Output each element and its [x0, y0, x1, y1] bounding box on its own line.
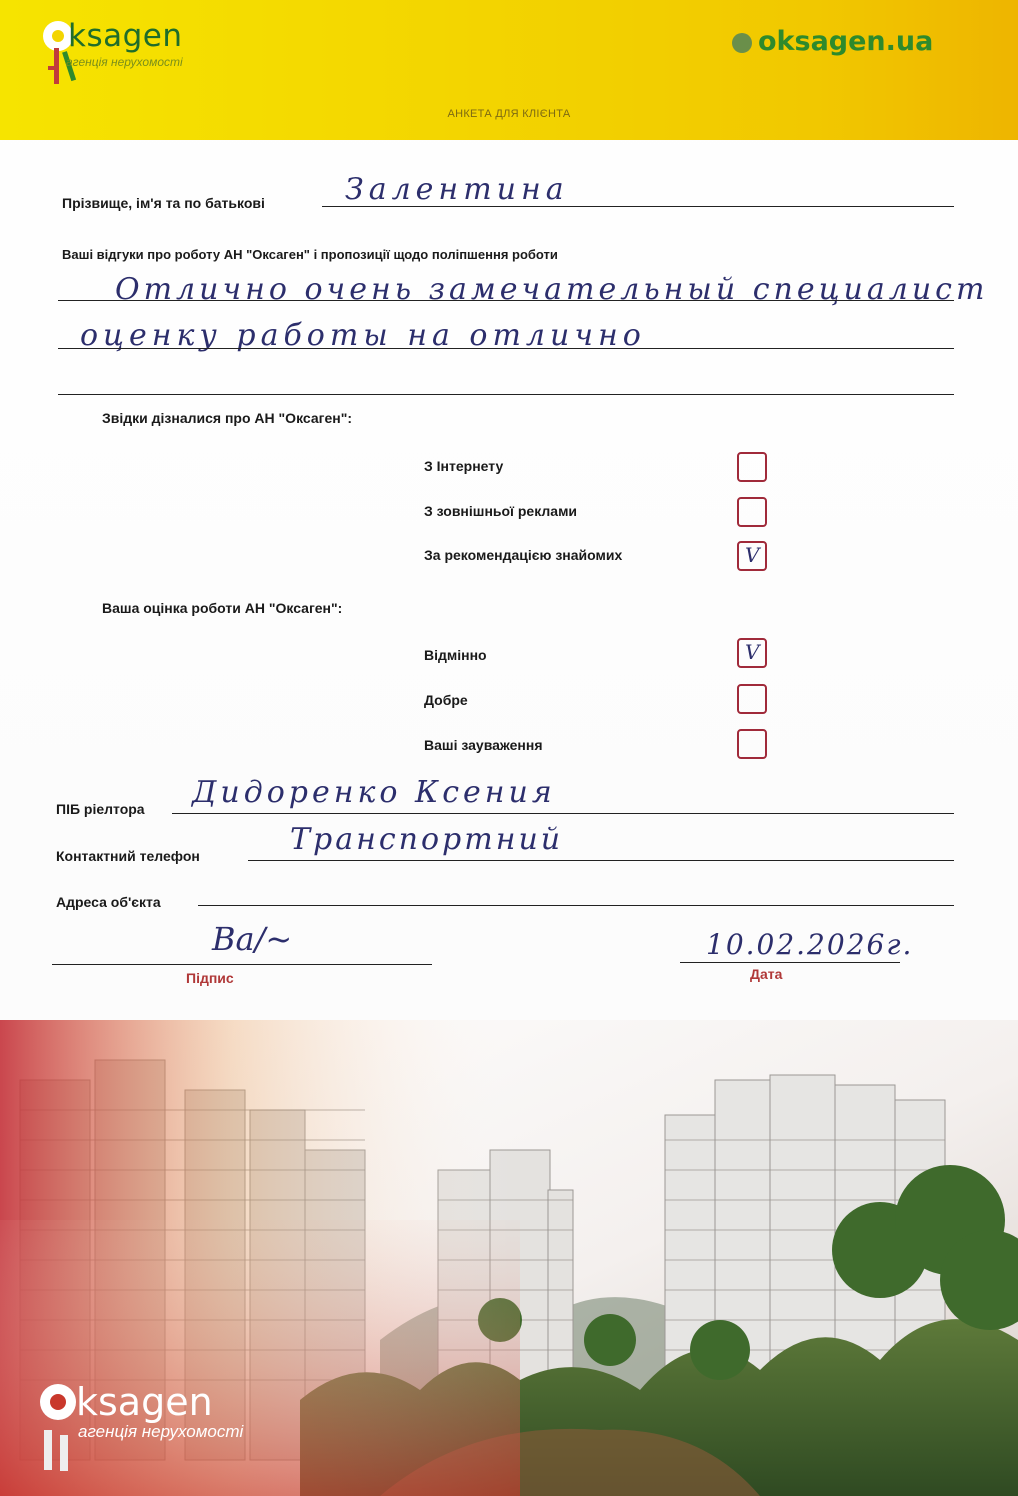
footer-brand-name: ksagen — [76, 1380, 213, 1424]
site-url: oksagen.ua — [758, 26, 934, 57]
date-line — [680, 962, 900, 963]
footer-brand-subtitle: агенція нерухомості — [78, 1422, 244, 1441]
check-mark: V — [745, 543, 760, 567]
realtor-label: ПІБ ріелтора — [56, 801, 145, 817]
signature-value: Ва/~ — [212, 920, 293, 958]
source-checkbox-recommendation[interactable] — [737, 541, 767, 571]
realtor-line — [172, 813, 954, 814]
feedback-rule-3 — [58, 394, 954, 395]
feedback-line-1: Отлично очень замечательный специалист — [115, 272, 989, 307]
rating-checkbox-excellent[interactable] — [737, 638, 767, 668]
feedback-rule-2 — [58, 348, 954, 349]
rating-label: Ваша оцінка роботи АН "Оксаген": — [102, 600, 343, 616]
phone-label: Контактний телефон — [56, 848, 200, 864]
source-option-outdoor-ads: З зовнішньої реклами — [424, 503, 578, 519]
check-mark: V — [745, 640, 760, 664]
brand-subtitle: агенція нерухомості — [66, 55, 183, 69]
header-band — [0, 0, 1018, 140]
date-value: 10.02.2026г. — [706, 928, 914, 961]
source-checkbox-internet[interactable] — [737, 452, 767, 482]
source-label: Звідки дізналися про АН "Оксаген": — [102, 410, 353, 426]
source-option-internet: З Інтернету — [424, 458, 504, 474]
feedback-line-2: оценку работы на отлично — [80, 318, 646, 353]
feedback-label: Ваші відгуки про роботу АН "Оксаген" і пропозиції щодо поліпшення роботи — [62, 247, 558, 262]
date-label: Дата — [750, 966, 783, 982]
source-option-recommendation: За рекомендацією знайомих — [424, 547, 623, 563]
signature-line — [52, 964, 432, 965]
name-label: Прізвище, ім'я та по батькові — [62, 195, 265, 211]
globe-icon — [732, 33, 752, 53]
name-line — [322, 206, 954, 207]
brand-name: ksagen — [68, 18, 183, 54]
rating-checkbox-good[interactable] — [737, 684, 767, 714]
rating-option-excellent: Відмінно — [424, 647, 487, 663]
phone-value: Транспортний — [290, 822, 564, 857]
signature-label: Підпис — [186, 970, 234, 986]
form-title: АНКЕТА ДЛЯ КЛІЄНТА — [447, 108, 571, 120]
rating-option-remarks: Ваші зауваження — [424, 737, 543, 753]
address-label: Адреса об'єкта — [56, 894, 161, 910]
address-line — [198, 905, 954, 906]
name-value: Залентина — [345, 172, 569, 207]
phone-line — [248, 860, 954, 861]
rating-checkbox-remarks[interactable] — [737, 729, 767, 759]
feedback-rule-1 — [58, 300, 954, 301]
realtor-value: Дидоренко Ксения — [192, 775, 556, 810]
source-checkbox-outdoor-ads[interactable] — [737, 497, 767, 527]
rating-option-good: Добре — [424, 692, 468, 708]
